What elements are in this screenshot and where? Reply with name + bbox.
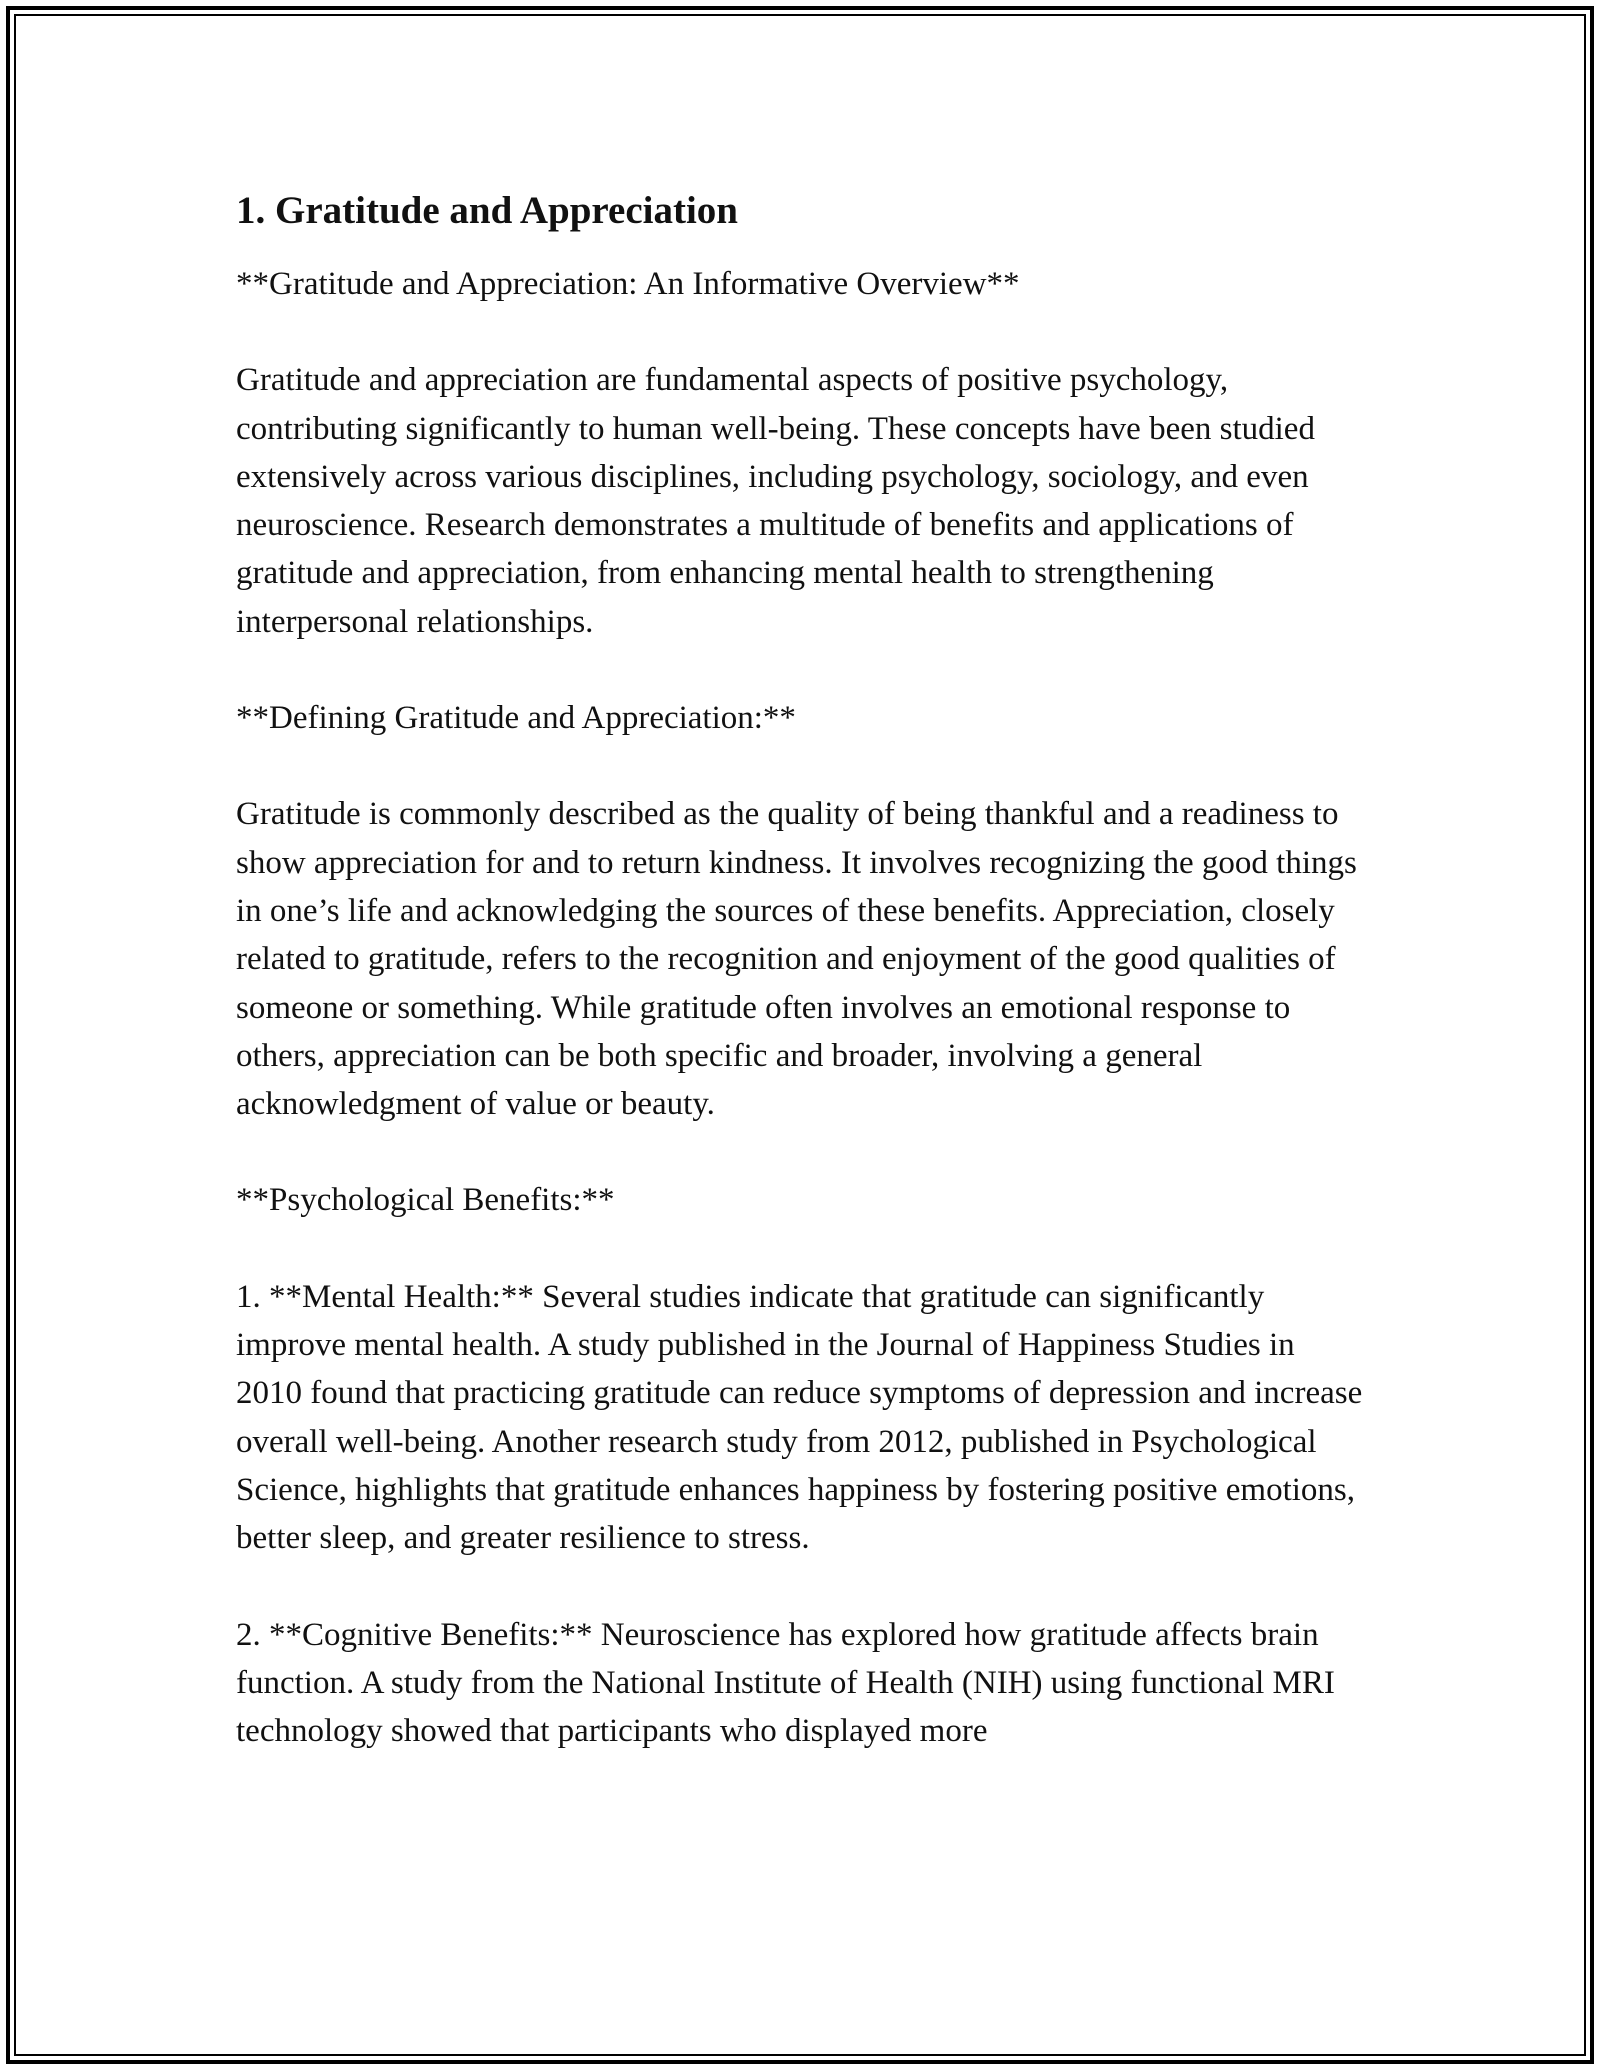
benefit-mental-health: 1. **Mental Health:** Several studies indicate that gratitude can significantly improve mental health. A study published in the Journal of Happiness Studies in 2010 found that practicing gratitude can reduce symptoms of depression and increase overall well-being. Another research study from 2012, published in Psychological Science, highlights that gratitude enhances happiness by fostering positive emotions, better sleep, and greater resilience to stress. bbox=[236, 1278, 1363, 1557]
intro-paragraph: Gratitude and appreciation are fundamental aspects of positive psychology, contributing significantly to human well-being. These concepts have been studied extensively across various disciplines, including psychology, sociology, and even neuroscience. Research demonstrates a multitude of benefits and applications of gratitude and appreciation, from enhancing mental health to strengthening interpersonal relationships. bbox=[236, 362, 1315, 640]
document-body bbox=[236, 186, 1366, 1803]
defining-heading: **Defining Gratitude and Appreciation:** bbox=[236, 700, 796, 737]
benefits-heading: **Psychological Benefits:** bbox=[236, 1182, 615, 1219]
defining-paragraph: Gratitude is commonly described as the quality of being thankful and a readiness to show appreciation for and to return kindness. It involves recognizing the good things in one’s life and acknowledging the sources of these benefits. Appreciation, closely related to gratitude, refers to the recognition and enjoyment of the good qualities of someone or something. While gratitude often involves an emotional response to others, appreciation can be both specific and broader, involving a general acknowledgment of value or beauty. bbox=[236, 796, 1357, 1123]
section-heading: 1. Gratitude and Appreciation bbox=[236, 189, 738, 232]
benefit-cognitive: 2. **Cognitive Benefits:** Neuroscience has explored how gratitude affects brain function. A study from the National Institute of Health (NIH) using functional MRI technology showed that participants who displayed more bbox=[236, 1616, 1335, 1750]
overview-title: **Gratitude and Appreciation: An Informative Overview** bbox=[236, 266, 1020, 302]
